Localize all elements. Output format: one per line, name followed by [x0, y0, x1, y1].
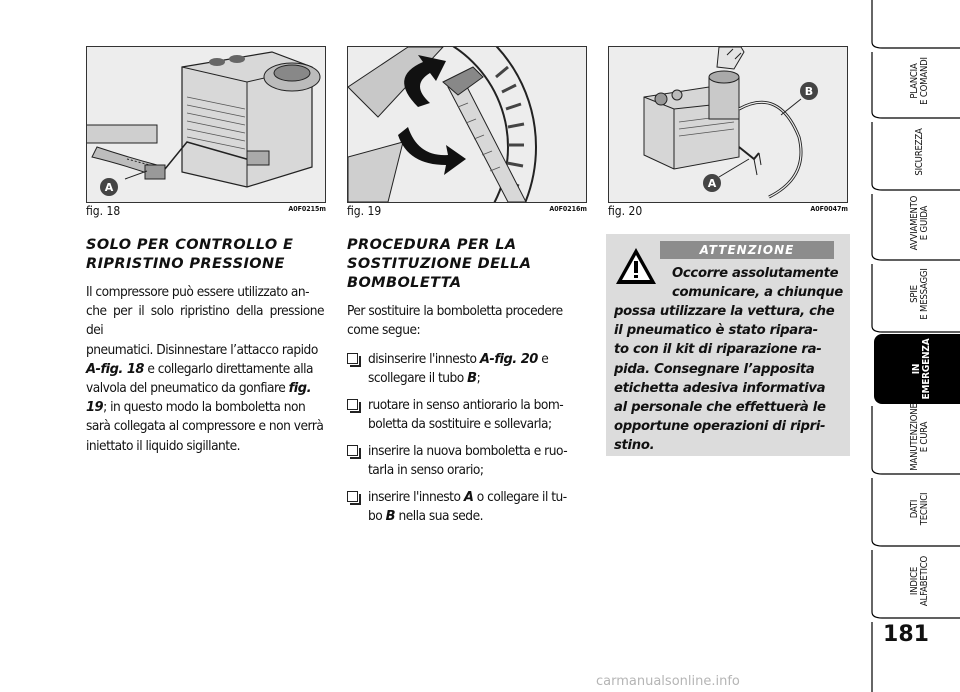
section-heading-pressure: SOLO PER CONTROLLO E RIPRISTINO PRESSIONE [86, 237, 294, 272]
step-4: inserire l'innesto A o collegare il tu- bo B nella sua sede. [368, 488, 588, 526]
watermark: carmanualsonline.info [596, 674, 740, 689]
checkbox-bullet-icon [347, 445, 358, 456]
step-1: disinserire l'innesto A-fig. 20 e scollegare il tubo B; [368, 350, 588, 388]
tab-dati-tecnici[interactable]: DATI TECNICI [909, 492, 930, 526]
fig-20-code: A0F0047m [810, 205, 848, 213]
pressure-paragraph: Il compressore può essere utilizzato an- che per il solo ripristino della pressione dei pneumatici. Disinnestare l’attacco rapido A-fig. 18 e collegarlo direttamente alla valvola del pneumatico da gonfiare fig. 19; in questo modo la bomboletta non sarà collegata al compressore e non verrà iniettato il liquido sigillante. [86, 284, 324, 454]
figure-20 [608, 46, 848, 203]
tab-spie-e-messaggi[interactable]: SPIE E MESSAGGI [909, 268, 930, 320]
label-a: A [104, 181, 114, 194]
warning-triangle-icon [614, 246, 658, 286]
step-2: ruotare in senso antiorario la bom- boletta da sostituire e sollevarla; [368, 396, 588, 434]
checkbox-bullet-icon [347, 353, 358, 364]
label-b: B [804, 85, 814, 98]
fig-20-label: fig. 20 [608, 204, 643, 218]
checkbox-bullet-icon [347, 491, 358, 502]
step-3: inserire la nuova bomboletta e ruo- tarla in senso orario; [368, 442, 588, 480]
fig-19-label: fig. 19 [347, 204, 382, 218]
figure-19 [347, 46, 587, 203]
figure-18 [86, 46, 326, 203]
tab-manutenzione-e-cura[interactable]: MANUTENZIONE E CURA [909, 403, 930, 471]
warning-text: possa utilizzare la vettura, che il pneumatico è stato ripara- to con il kit di riparazione ra- pida. Consegnare l’apposita etichetta adesiva informativa al personale che effettuerà le opportune operazioni di ripri- stino. [614, 304, 835, 454]
tab-in-emergenza[interactable]: IN EMERGENZA [874, 334, 960, 404]
fig-19-code: A0F0216m [549, 205, 587, 213]
section-heading-replacement: PROCEDURA PER LA SOSTITUZIONE DELLA BOMBOLETTA [347, 237, 532, 291]
replacement-intro: Per sostituire la bomboletta procedere come segue: [347, 303, 563, 339]
tab-indice-alfabetico[interactable]: INDICE ALFABETICO [909, 555, 930, 607]
fig-18-code: A0F0215m [288, 205, 326, 213]
label-a: A [707, 177, 717, 190]
fig-18-label: fig. 18 [86, 204, 121, 218]
checkbox-bullet-icon [347, 399, 358, 410]
warning-text-indented: Occorre assolutamente comunicare, a chiunque [672, 266, 843, 301]
tab-avviamento-e-guida[interactable]: AVVIAMENTO E GUIDA [909, 195, 930, 251]
warning-title: ATTENZIONE [660, 241, 834, 259]
page-number: 181 [883, 622, 929, 647]
warning-box [606, 234, 850, 456]
tab-plancia-e-comandi[interactable]: PLANCIA E COMANDI [909, 57, 930, 105]
tab-sicurezza[interactable]: SICUREZZA [914, 128, 925, 176]
